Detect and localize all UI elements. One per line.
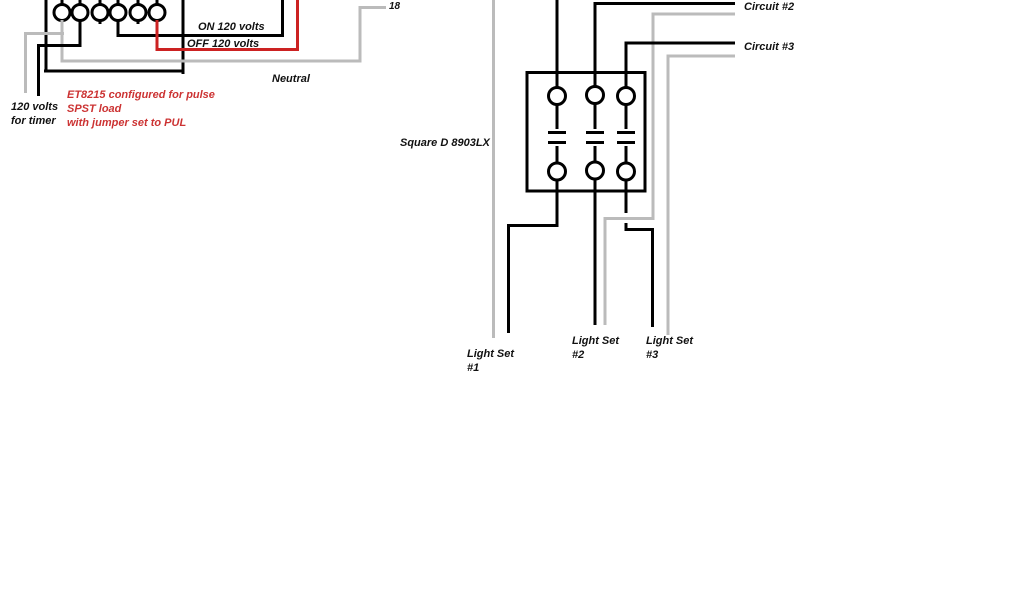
contactor-pole-1 xyxy=(548,88,566,181)
contactor-pole-2 xyxy=(586,87,604,180)
contactor-pole-3 xyxy=(617,88,635,181)
timer-terminal-3 xyxy=(92,5,108,21)
wire-hot-circuit3 xyxy=(626,43,735,88)
lightset3-line1: Light Set xyxy=(646,335,694,347)
timer-config-note-line3: with jumper set to PUL xyxy=(67,117,187,129)
contactor-pole3-bottom-terminal xyxy=(618,163,635,180)
circuit3-label: Circuit #3 xyxy=(744,41,795,53)
lightset1-line1: Light Set xyxy=(467,348,515,360)
lightset2-label xyxy=(572,334,619,362)
timer-terminals xyxy=(54,0,165,24)
lightset1-label xyxy=(467,347,514,375)
contactor-pole2-bottom-terminal xyxy=(587,162,604,179)
lightset1-line2: #1 xyxy=(467,362,480,374)
timer-terminal-2 xyxy=(72,5,88,21)
circuit2-label: Circuit #2 xyxy=(744,1,795,13)
terminal-18-label: 18 xyxy=(389,1,401,12)
on-120-volts-label: ON 120 volts xyxy=(198,21,265,33)
timer-terminal-1 xyxy=(54,5,70,21)
timer-config-note-line2: SPST load xyxy=(67,103,122,115)
wire-hot-lightset1 xyxy=(509,180,558,333)
wire-neutral-circuit3 xyxy=(668,56,735,335)
timer-config-note-line1: ET8215 configured for pulse xyxy=(67,89,215,101)
timer-terminal-5 xyxy=(130,5,146,21)
timer-source-line1: 120 volts xyxy=(11,101,59,113)
lightset3-line2: #3 xyxy=(646,349,659,361)
timer-source-line2: for timer xyxy=(11,115,56,127)
wire-hot-circuit2 xyxy=(595,4,735,89)
neutral-label: Neutral xyxy=(272,73,310,85)
wire-hot-lightset3 xyxy=(626,180,653,327)
timer-source-label xyxy=(11,100,58,128)
lightset2-line1: Light Set xyxy=(572,335,620,347)
timer-terminal-4 xyxy=(110,5,126,21)
off-120-volts-label: OFF 120 volts xyxy=(187,38,260,50)
timer-config-note xyxy=(67,88,215,130)
timer-terminal-6 xyxy=(149,5,165,21)
contactor-pole2-top-terminal xyxy=(587,87,604,104)
lightset3-label xyxy=(646,334,693,362)
contactor-pole3-top-terminal xyxy=(618,88,635,105)
contactor-pole1-top-terminal xyxy=(549,88,566,105)
lightset2-line2: #2 xyxy=(572,349,585,361)
contactor-pole1-bottom-terminal xyxy=(549,163,566,180)
contactor-label: Square D 8903LX xyxy=(400,137,490,149)
